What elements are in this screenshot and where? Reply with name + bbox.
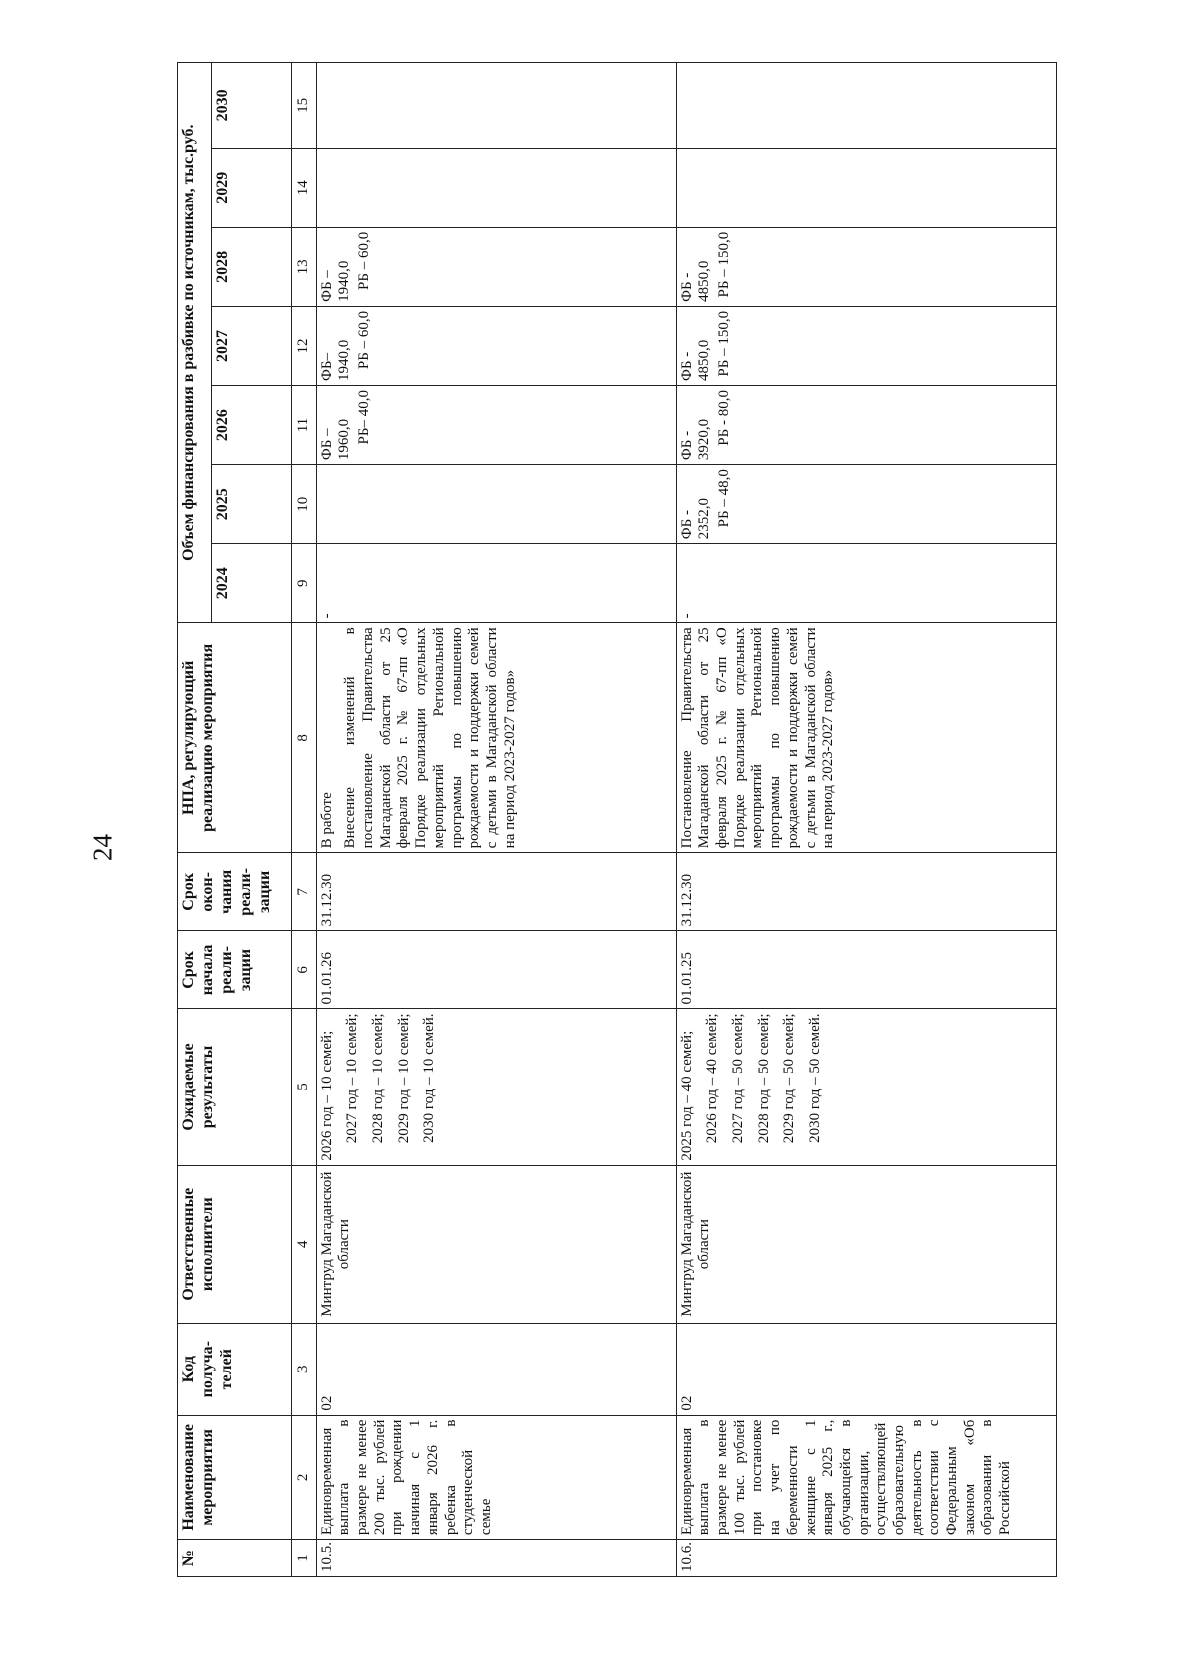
npa-cell bbox=[676, 623, 1056, 853]
row-number: 10.6. bbox=[676, 1540, 1056, 1577]
header-end: Срок окон-чания реали-зации bbox=[178, 853, 292, 931]
fb-amount: ФБ– 1940,0 bbox=[318, 339, 353, 382]
start-date: 01.01.26 bbox=[316, 931, 676, 1009]
header-year-2028: 2028 bbox=[212, 227, 292, 306]
col-number: 3 bbox=[292, 1323, 317, 1415]
col-number: 4 bbox=[292, 1165, 317, 1323]
col-number: 11 bbox=[292, 386, 317, 465]
funding-2025 bbox=[676, 465, 1056, 544]
table-row bbox=[316, 63, 676, 1577]
recipient-code: 02 bbox=[676, 1323, 1056, 1415]
funding-2030 bbox=[316, 63, 676, 149]
fb-amount: ФБ - 4850,0 bbox=[678, 260, 713, 302]
page-number: 24 bbox=[87, 834, 118, 861]
table-row bbox=[676, 63, 1056, 1577]
activity-name: Единовременная выплата в размере не менее 100 тыс. рублей при постановке на учет по беременности женщине с 1 января 2025 г., обучающейся в организации, осуществляющей образовательную деятельность в соответствии с Федеральным законом «Об образовании в Российской bbox=[676, 1415, 1056, 1539]
end-date: 31.12.30 bbox=[316, 853, 676, 931]
result-item: 2030 год – 50 семей. bbox=[807, 1013, 824, 1143]
start-date: 01.01.25 bbox=[676, 931, 1056, 1009]
funding-2029 bbox=[676, 148, 1056, 227]
funding-2029 bbox=[316, 148, 676, 227]
rb-amount: РБ – 48,0 bbox=[716, 469, 733, 528]
responsible-executor: Минтруд Магаданской области bbox=[316, 1165, 676, 1323]
result-item: 2028 год – 50 семей; bbox=[755, 1013, 772, 1144]
result-item: 2027 год – 10 семей; bbox=[344, 1013, 361, 1144]
rotated-table-container bbox=[177, 62, 1077, 1577]
header-year-2024: 2024 bbox=[212, 544, 292, 623]
result-item: 2029 год – 10 семей; bbox=[395, 1013, 412, 1144]
header-responsible: Ответственные исполнители bbox=[178, 1165, 292, 1323]
result-item: 2025 год – 40 семей; bbox=[678, 1030, 695, 1161]
rb-amount: РБ – 60,0 bbox=[356, 231, 373, 291]
funding-2027 bbox=[676, 306, 1056, 385]
header-code: Код получа-телей bbox=[178, 1323, 292, 1415]
npa-status: В работе bbox=[318, 792, 335, 849]
result-item: 2026 год – 40 семей; bbox=[704, 1013, 721, 1144]
recipient-code: 02 bbox=[316, 1323, 676, 1415]
rb-amount: РБ – 150,0 bbox=[716, 310, 733, 377]
funding-2030 bbox=[676, 63, 1056, 149]
header-year-2025: 2025 bbox=[212, 465, 292, 544]
end-date: 31.12.30 bbox=[676, 853, 1056, 931]
fb-amount: ФБ – 1960,0 bbox=[318, 418, 353, 461]
rb-amount: РБ – 60,0 bbox=[356, 310, 373, 370]
funding-2026 bbox=[676, 386, 1056, 465]
rb-amount: РБ – 150,0 bbox=[716, 231, 733, 298]
funding-2028 bbox=[316, 227, 676, 306]
col-number: 7 bbox=[292, 853, 317, 931]
header-year-2026: 2026 bbox=[212, 386, 292, 465]
funding-2025 bbox=[316, 465, 676, 544]
funding-2024: - bbox=[316, 544, 676, 623]
col-number: 2 bbox=[292, 1415, 317, 1539]
header-year-2029: 2029 bbox=[212, 148, 292, 227]
header-year-2027: 2027 bbox=[212, 306, 292, 385]
row-number: 10.5. bbox=[316, 1540, 676, 1577]
fb-amount: ФБ – 1940,0 bbox=[318, 260, 353, 302]
col-number: 1 bbox=[292, 1540, 317, 1577]
header-start: Срок начала реали-зации bbox=[178, 931, 292, 1009]
npa-text: Внесение изменений в постановление Правительства Магаданской области от 25 февраля 2025 г. № 67-пп «О Порядке реализации отдельных мероприятий Региональной программы по повышению рождаемости и поддержки семей с детьми в Магаданской области на период 2023-2027 годов» bbox=[342, 627, 518, 849]
header-name: Наименование мероприятия bbox=[178, 1415, 292, 1539]
funding-2024: - bbox=[676, 544, 1056, 623]
col-number: 13 bbox=[292, 227, 317, 306]
fb-amount: ФБ - 4850,0 bbox=[678, 339, 713, 382]
rb-amount: РБ - 80,0 bbox=[716, 390, 733, 446]
funding-2028 bbox=[676, 227, 1056, 306]
funding-2027 bbox=[316, 306, 676, 385]
activity-name: Единовременная выплата в размере не менее 200 тыс. рублей при рождении начиная с 1 января 2026 г. ребенка в студенческой семье bbox=[316, 1415, 676, 1539]
header-npa: НПА, регулирующий реализацию мероприятия bbox=[178, 623, 292, 853]
header-year-2030: 2030 bbox=[212, 63, 292, 149]
rb-amount: РБ– 40,0 bbox=[356, 390, 373, 445]
header-funding: Объем финансирования в разбивке по источникам, тыс.руб. bbox=[178, 63, 212, 623]
result-item: 2027 год – 50 семей; bbox=[730, 1013, 747, 1144]
col-number: 15 bbox=[292, 63, 317, 149]
responsible-executor: Минтруд Магаданской области bbox=[676, 1165, 1056, 1323]
col-number: 10 bbox=[292, 465, 317, 544]
column-number-row bbox=[292, 63, 317, 1577]
program-activities-table bbox=[177, 62, 1057, 1577]
col-number: 5 bbox=[292, 1009, 317, 1165]
col-number: 6 bbox=[292, 931, 317, 1009]
result-item: 2030 год – 10 семей. bbox=[421, 1013, 438, 1143]
col-number: 14 bbox=[292, 148, 317, 227]
result-item: 2029 год – 50 семей; bbox=[781, 1013, 798, 1144]
expected-results bbox=[316, 1009, 676, 1165]
header-results: Ожидаемые результаты bbox=[178, 1009, 292, 1165]
header-no: № bbox=[178, 1540, 292, 1577]
fb-amount: ФБ - 2352,0 bbox=[678, 497, 713, 540]
fb-amount: ФБ - 3920,0 bbox=[678, 418, 713, 461]
result-item: 2026 год – 10 семей; bbox=[318, 1030, 335, 1161]
npa-cell bbox=[316, 623, 676, 853]
col-number: 8 bbox=[292, 623, 317, 853]
col-number: 12 bbox=[292, 306, 317, 385]
funding-2026 bbox=[316, 386, 676, 465]
npa-text: Постановление Правительства Магаданской области от 25 февраля 2025 г. № 67-пп «О Порядке реализации отдельных мероприятий Региональной программы по повышению рождаемости и поддержки семей с детьми в Магаданской области на период 2023-2027 годов» bbox=[678, 627, 837, 849]
result-item: 2028 год – 10 семей; bbox=[370, 1013, 387, 1144]
expected-results bbox=[676, 1009, 1056, 1165]
col-number: 9 bbox=[292, 544, 317, 623]
